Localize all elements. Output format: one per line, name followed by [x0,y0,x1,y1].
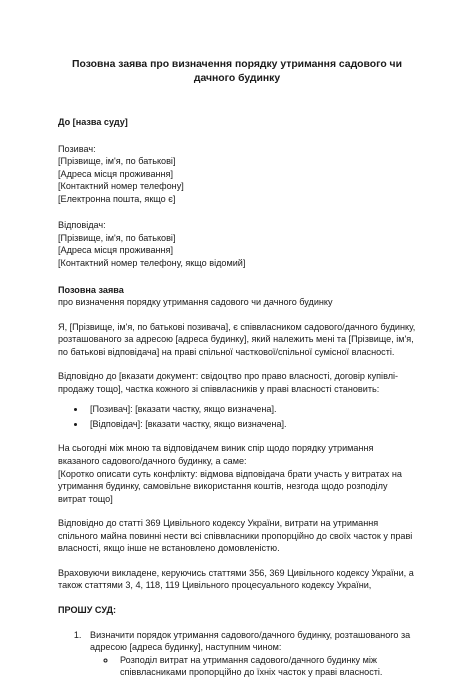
list-item: • [Позивач]: [вказати частку, якщо визначена]. [86,403,416,416]
request-item-text: Визначити порядок утримання садового/дачного будинку, розташованого за адресою [адреса будинку], наступним чином: [90,629,411,653]
list-item [84,629,416,679]
list-item: ◦ Розподіл витрат на утримання садового/дачного будинку між співвласниками пропорційно до їхніх часток у праві власності. [116,654,416,679]
request-heading: ПРОШУ СУД: [58,604,117,615]
claim-heading-block [58,284,416,309]
paragraph-grounds: Враховуючи викладене, керуючись статтями 356, 369 Цивільного кодексу України, а також статтями 3, 4, 118, 119 Цивільного процесуального кодексу України, [58,567,414,591]
plaintiff-address: [Адреса місця проживання] [58,168,174,179]
defendant-label: Відповідач: [58,220,106,231]
claim-subheading: про визначення порядку утримання садового чи дачного будинку [58,297,333,308]
plaintiff-label: Позивач: [58,143,96,154]
list-item: • [Відповідач]: [вказати частку, якщо визначена]. [86,418,416,431]
defendant-name: [Прізвище, ім'я, по батькові] [58,232,176,243]
claim-heading: Позовна заява [58,284,124,295]
document-title: Позовна заява про визначення порядку утримання садового чи дачного будинку [72,59,402,85]
defendant-address: [Адреса місця проживання] [58,245,174,256]
plaintiff-email: [Електронна пошта, якщо є] [58,193,176,204]
request-sublist [90,654,416,679]
plaintiff-phone: [Контактний номер телефону] [58,181,184,192]
paragraph-shares-intro: Відповідно до [вказати документ: свідоцтво про право власності, договір купівлі-продажу тощо], частка кожного зі співвласників у праві власності становить: [58,371,399,394]
court-name: До [назва суду] [58,117,128,128]
shares-list [58,403,416,430]
request-list [58,629,416,679]
plaintiff-block [58,143,416,206]
dispute-intro: На сьогодні між мною та відповідачем виник спір щодо порядку утримання вказаного садового/дачного будинку, а саме: [58,443,374,467]
defendant-phone: [Контактний номер телефону, якщо відомий] [58,258,246,269]
paragraph-law: Відповідно до статті 369 Цивільного кодексу України, витрати на утримання спільного майна повинні нести всі співвласники пропорційно до своїх часток у праві власності, якщо інше не встановлено домовленістю. [58,518,413,554]
dispute-description: [Коротко описати суть конфлікту: відмова відповідача брати участь у витратах на утримання будинку, самовільне використання коштів, незгода щодо розподілу витрат тощо] [58,468,402,504]
paragraph-ownership: Я, [Прізвище, ім'я, по батькові позивача], є співвласником садового/дачного будинку, розташованого за адресою [адреса будинку], який належить мені та [Прізвище, ім'я, по батькові відповідача] на праві спільної часткової/спільної сумісної власності. [58,321,416,357]
defendant-block [58,219,416,269]
paragraph-dispute [58,442,416,505]
plaintiff-name: [Прізвище, ім'я, по батькові] [58,156,176,167]
